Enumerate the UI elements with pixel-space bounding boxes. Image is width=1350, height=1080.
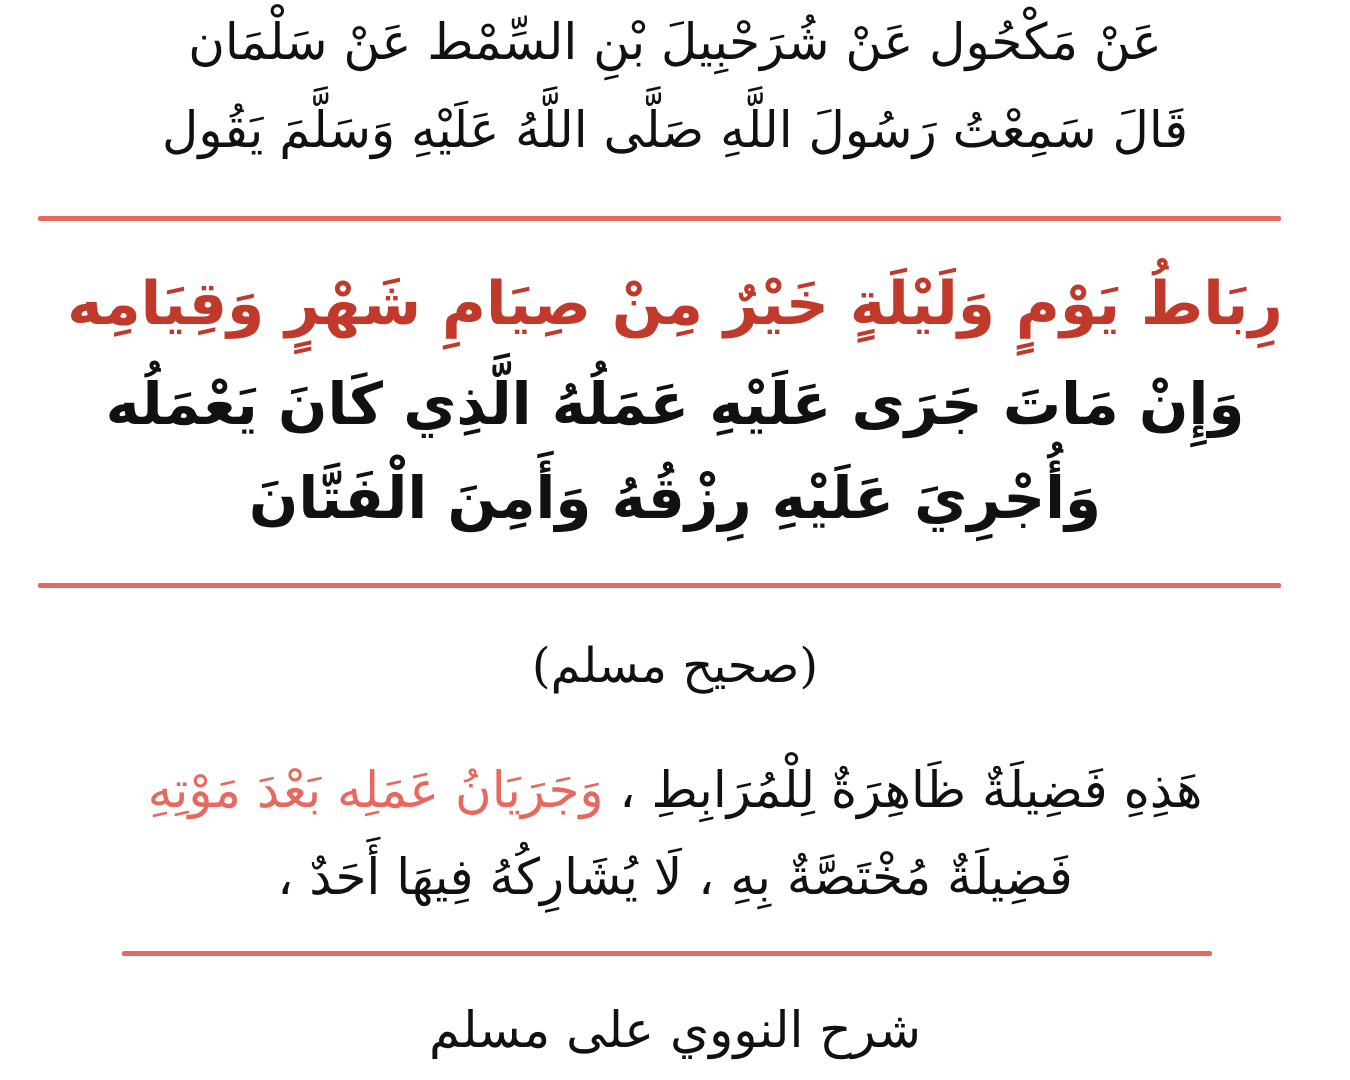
sharh-line-1 xyxy=(0,758,1350,822)
divider-bottom xyxy=(122,951,1212,956)
sharh-line-2: فَضِيلَةٌ مُخْتَصَّةٌ بِهِ ، لَا يُشَارِكُهُ فِيهَا أَحَدٌ ، xyxy=(277,848,1073,906)
isnad-line-2: قَالَ سَمِعْتُ رَسُولَ اللَّهِ صَلَّى اللَّهُ عَلَيْهِ وَسَلَّمَ يَقُول xyxy=(161,101,1188,159)
attribution: شرح النووي على مسلم xyxy=(428,1001,922,1059)
hadith-line-2: وَإِنْ مَاتَ جَرَى عَلَيْهِ عَمَلُهُ الَّذِي كَانَ يَعْمَلُه xyxy=(105,370,1245,438)
sharh-line-1-text: هَذِهِ فَضِيلَةٌ ظَاهِرَةٌ لِلْمُرَابِطِ ، xyxy=(603,761,1203,819)
isnad-line-1: عَنْ مَكْحُول عَنْ شُرَحْبِيلَ بْنِ السِّمْط عَنْ سَلْمَان xyxy=(188,13,1162,71)
hadith-line-1: رِبَاطُ يَوْمٍ وَلَيْلَةٍ خَيْرٌ مِنْ صِيَامِ شَهْرٍ وَقِيَامِه xyxy=(67,269,1283,339)
source-label: (صحيح مسلم) xyxy=(531,638,819,694)
hadith-line-3: وَأُجْرِيَ عَلَيْهِ رِزْقُهُ وَأَمِنَ الْفَتَّانَ xyxy=(248,464,1102,532)
sharh-highlight: وَجَرَيَانُ عَمَلِه بَعْدَ مَوْتِهِ xyxy=(147,761,604,819)
divider-top xyxy=(38,216,1281,221)
divider-middle xyxy=(38,583,1281,588)
